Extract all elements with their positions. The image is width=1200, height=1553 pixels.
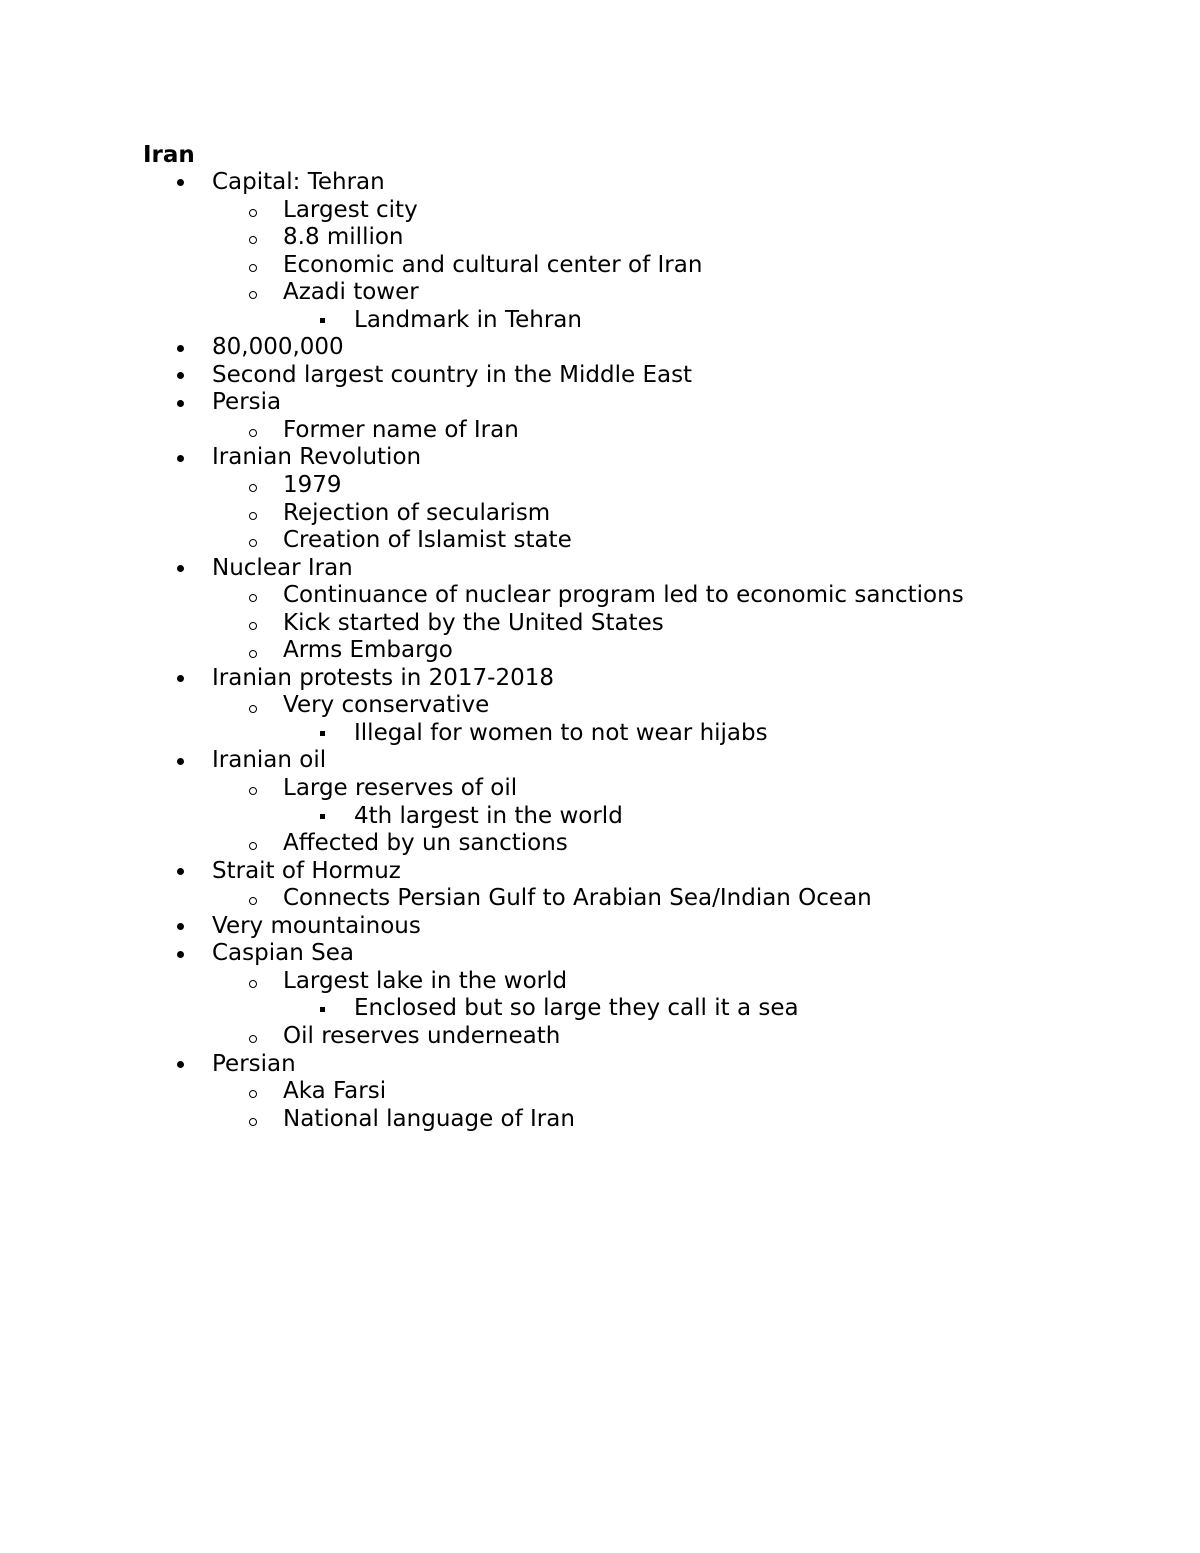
outline-item-text: Economic and cultural center of Iran bbox=[283, 251, 703, 278]
bullet-ring-icon bbox=[243, 968, 263, 996]
bullet-ring-icon bbox=[243, 197, 263, 225]
outline-item-text: Former name of Iran bbox=[283, 416, 519, 443]
outline-item-text: 8.8 million bbox=[283, 224, 404, 251]
outline-item-text: Nuclear Iran bbox=[212, 554, 353, 581]
bullet-dot-icon bbox=[170, 555, 190, 583]
outline-item-text: Azadi tower bbox=[283, 279, 419, 306]
outline-item-text: Large reserves of oil bbox=[283, 775, 518, 802]
outline-item-text: Illegal for women to not wear hijabs bbox=[354, 719, 768, 746]
outline-item-text: Iranian Revolution bbox=[212, 444, 422, 471]
outline-item-level-3 bbox=[0, 720, 1200, 748]
bullet-ring-icon bbox=[243, 1078, 263, 1106]
bullet-square-icon bbox=[312, 307, 332, 335]
outline-item-level-2 bbox=[0, 885, 1200, 913]
outline-item-level-2 bbox=[0, 417, 1200, 445]
outline-item-text: Strait of Hormuz bbox=[212, 857, 401, 884]
outline-item-text: National language of Iran bbox=[283, 1105, 575, 1132]
bullet-ring-icon bbox=[243, 637, 263, 665]
outline-item-text: Oil reserves underneath bbox=[283, 1022, 561, 1049]
bullet-ring-icon bbox=[243, 1106, 263, 1134]
outline-item-level-2 bbox=[0, 279, 1200, 307]
outline-item-level-1 bbox=[0, 665, 1200, 693]
outline-item-text: Creation of Islamist state bbox=[283, 527, 572, 554]
outline-item-text: Arms Embargo bbox=[283, 637, 453, 664]
outline-item-text: Rejection of secularism bbox=[283, 499, 551, 526]
outline-item-level-1 bbox=[0, 913, 1200, 941]
outline-item-level-3 bbox=[0, 307, 1200, 335]
bullet-dot-icon bbox=[170, 169, 190, 197]
outline-item-text: Affected by un sanctions bbox=[283, 830, 568, 857]
outline-item-level-2 bbox=[0, 637, 1200, 665]
outline-item-text: 4th largest in the world bbox=[354, 802, 623, 829]
outline-item-level-2 bbox=[0, 610, 1200, 638]
bullet-dot-icon bbox=[170, 858, 190, 886]
outline-item-text: Largest lake in the world bbox=[283, 967, 568, 994]
outline-item-level-1 bbox=[0, 389, 1200, 417]
bullet-dot-icon bbox=[170, 665, 190, 693]
bullet-dot-icon bbox=[170, 362, 190, 390]
bullet-ring-icon bbox=[243, 252, 263, 280]
bullet-square-icon bbox=[312, 995, 332, 1023]
outline-item-level-3 bbox=[0, 803, 1200, 831]
bullet-dot-icon bbox=[170, 940, 190, 968]
document-title: Iran bbox=[143, 142, 195, 168]
bullet-ring-icon bbox=[243, 500, 263, 528]
outline-item-text: Largest city bbox=[283, 196, 418, 223]
outline-item-text: Persia bbox=[212, 389, 282, 416]
outline-item-level-1 bbox=[0, 858, 1200, 886]
bullet-ring-icon bbox=[243, 885, 263, 913]
outline-item-level-2 bbox=[0, 1078, 1200, 1106]
bullet-dot-icon bbox=[170, 444, 190, 472]
bullet-ring-icon bbox=[243, 582, 263, 610]
bullet-ring-icon bbox=[243, 692, 263, 720]
bullet-dot-icon bbox=[170, 334, 190, 362]
bullet-dot-icon bbox=[170, 389, 190, 417]
outline-item-text: Very conservative bbox=[283, 692, 490, 719]
bullet-ring-icon bbox=[243, 472, 263, 500]
outline-item-level-2 bbox=[0, 830, 1200, 858]
outline-item-text: Enclosed but so large they call it a sea bbox=[354, 995, 799, 1022]
outline-item-level-1 bbox=[0, 747, 1200, 775]
outline-item-level-1 bbox=[0, 555, 1200, 583]
outline-item-level-2 bbox=[0, 775, 1200, 803]
bullet-dot-icon bbox=[170, 1051, 190, 1079]
outline-item-level-2 bbox=[0, 968, 1200, 996]
outline-item-text: Aka Farsi bbox=[283, 1078, 387, 1105]
bullet-ring-icon bbox=[243, 1023, 263, 1051]
outline-item-level-2 bbox=[0, 1023, 1200, 1051]
outline-item-text: Iranian protests in 2017-2018 bbox=[212, 664, 555, 691]
bullet-ring-icon bbox=[243, 775, 263, 803]
outline-item-level-2 bbox=[0, 197, 1200, 225]
outline-item-text: Very mountainous bbox=[212, 912, 421, 939]
outline-item-text: Capital: Tehran bbox=[212, 169, 385, 195]
outline-item-level-3 bbox=[0, 995, 1200, 1023]
outline-item-level-2 bbox=[0, 692, 1200, 720]
outline-item-text: Continuance of nuclear program led to economic sanctions bbox=[283, 582, 964, 609]
outline-item-text: Iranian oil bbox=[212, 747, 327, 774]
outline-item-level-1 bbox=[0, 444, 1200, 472]
outline-item-level-2 bbox=[0, 1106, 1200, 1134]
bullet-ring-icon bbox=[243, 417, 263, 445]
outline-item-level-2 bbox=[0, 224, 1200, 252]
outline-item-text: 1979 bbox=[283, 472, 342, 499]
bullet-square-icon bbox=[312, 803, 332, 831]
outline-item-level-2 bbox=[0, 527, 1200, 555]
outline-item-text: Landmark in Tehran bbox=[354, 306, 582, 333]
outline-item-level-2 bbox=[0, 472, 1200, 500]
bullet-ring-icon bbox=[243, 279, 263, 307]
outline-item-text: Persian bbox=[212, 1050, 296, 1077]
outline-item-level-2 bbox=[0, 500, 1200, 528]
outline-item-level-2 bbox=[0, 582, 1200, 610]
outline-item-level-2 bbox=[0, 252, 1200, 280]
outline-item-text: Caspian Sea bbox=[212, 940, 354, 967]
bullet-ring-icon bbox=[243, 610, 263, 638]
outline-item-text: Kick started by the United States bbox=[283, 609, 664, 636]
bullet-ring-icon bbox=[243, 830, 263, 858]
bullet-ring-icon bbox=[243, 527, 263, 555]
outline-item-text: Connects Persian Gulf to Arabian Sea/Indian Ocean bbox=[283, 885, 872, 912]
bullet-dot-icon bbox=[170, 913, 190, 941]
outline-item-text: 80,000,000 bbox=[212, 334, 344, 361]
outline-item-text: Second largest country in the Middle East bbox=[212, 361, 693, 388]
bullet-dot-icon bbox=[170, 747, 190, 775]
bullet-ring-icon bbox=[243, 224, 263, 252]
bullet-square-icon bbox=[312, 720, 332, 748]
outline-item-level-1 bbox=[0, 362, 1200, 390]
bullet-outline bbox=[0, 169, 1200, 1133]
outline-item-level-1 bbox=[0, 169, 1200, 197]
outline-item-level-1 bbox=[0, 334, 1200, 362]
outline-item-level-1 bbox=[0, 1051, 1200, 1079]
outline-item-level-1 bbox=[0, 940, 1200, 968]
